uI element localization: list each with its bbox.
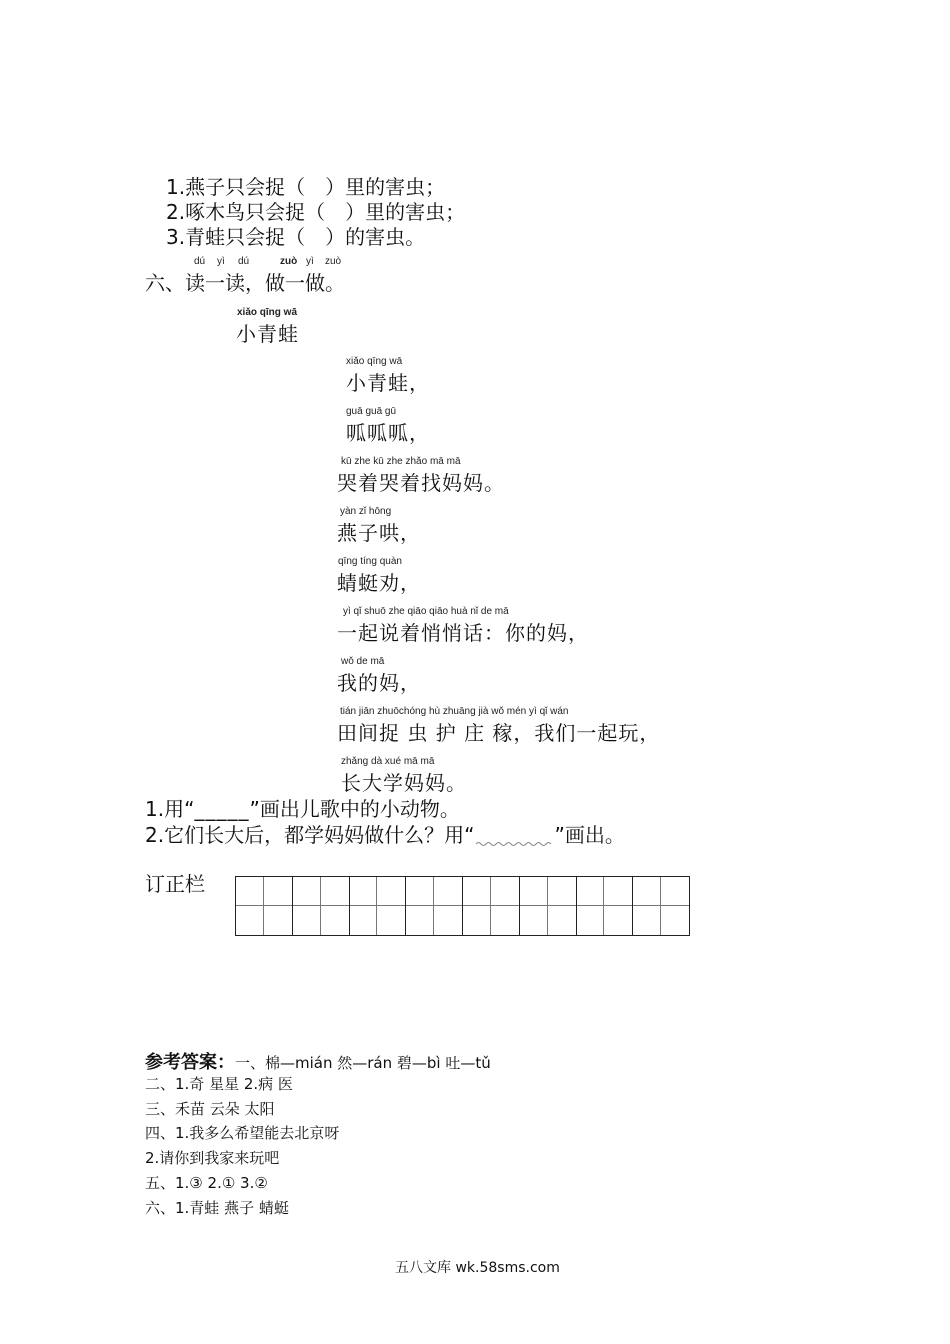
task-2 bbox=[145, 823, 625, 847]
task-1-suffix: ”画出儿歌中的小动物。 bbox=[249, 797, 460, 821]
answers-line: 六、1.青蛙 燕子 蜻蜓 bbox=[145, 1199, 289, 1217]
question-1: 1.燕子只会捉（ ）里的害虫； bbox=[166, 175, 446, 199]
task-1-prefix: 1.用“ bbox=[145, 797, 195, 821]
correction-grid[interactable] bbox=[235, 876, 690, 936]
poem-line-pinyin: yì qǐ shuō zhe qiāo qiāo huà nǐ de mā bbox=[343, 606, 509, 617]
footer-watermark: 五八文库 wk.58sms.com bbox=[395, 1260, 560, 1276]
grid-block[interactable] bbox=[293, 877, 350, 935]
poem-line: 小青蛙， bbox=[346, 371, 430, 395]
question-3: 3.青蛙只会捉（ ）的害虫。 bbox=[166, 225, 426, 249]
poem-line: 蜻蜓劝， bbox=[337, 571, 421, 595]
poem-line: 一起说着悄悄话：你的妈， bbox=[337, 621, 589, 645]
grid-block[interactable] bbox=[633, 877, 689, 935]
poem-line: 燕子哄， bbox=[337, 521, 421, 545]
poem-line: 我的妈， bbox=[337, 671, 421, 695]
poem-line: 长大学妈妈。 bbox=[341, 771, 467, 795]
task-1 bbox=[145, 797, 460, 821]
grid-block[interactable] bbox=[463, 877, 520, 935]
poem-line: 哭着哭着找妈妈。 bbox=[337, 471, 505, 495]
section6-pinyin-3: dú bbox=[238, 256, 250, 267]
grid-block[interactable] bbox=[406, 877, 463, 935]
correction-label: 订正栏 bbox=[145, 872, 205, 896]
answers-header bbox=[145, 1048, 491, 1074]
answers-line: 五、1.③ 2.① 3.② bbox=[145, 1174, 268, 1192]
poem-line: 呱呱呱， bbox=[346, 421, 430, 445]
section6-title: 六、读一读，做一做。 bbox=[145, 271, 345, 295]
task-2-suffix: ”画出。 bbox=[554, 823, 625, 847]
answers-line: 一、棉—mián 然—rán 碧—bì 吐—tǔ bbox=[235, 1054, 491, 1072]
wavy-line-mark bbox=[474, 833, 554, 847]
dashed-underline-mark: _____ bbox=[194, 797, 250, 821]
poem-line-pinyin: tián jiān zhuōchóng hù zhuāng jià wǒ mén yì qǐ wán bbox=[340, 706, 569, 717]
question-2: 2.啄木鸟只会捉（ ）里的害虫； bbox=[166, 200, 466, 224]
answers-line: 四、1.我多么希望能去北京呀 bbox=[145, 1124, 340, 1142]
poem-line-pinyin: yàn zǐ hōng bbox=[340, 506, 392, 517]
poem-title-pinyin: xiǎo qīng wā bbox=[237, 307, 298, 318]
grid-block[interactable] bbox=[577, 877, 634, 935]
section6-pinyin-5: yì bbox=[306, 256, 314, 267]
poem-line-pinyin: xiǎo qīng wā bbox=[346, 356, 403, 367]
poem-line-pinyin: guā guā gū bbox=[346, 406, 397, 417]
grid-block[interactable] bbox=[520, 877, 577, 935]
grid-block[interactable] bbox=[350, 877, 407, 935]
section6-pinyin-1: dú bbox=[194, 256, 206, 267]
poem-line-pinyin: zhǎng dà xué mā mā bbox=[341, 756, 435, 767]
poem-line-pinyin: wǒ de mā bbox=[341, 656, 385, 667]
poem-line-pinyin: qīng tíng quàn bbox=[338, 556, 402, 567]
answers-line: 2.请你到我家来玩吧 bbox=[145, 1149, 280, 1167]
section6-pinyin-2: yì bbox=[217, 256, 225, 267]
poem-line-pinyin: kū zhe kū zhe zhǎo mā mā bbox=[341, 456, 461, 467]
answers-line: 三、禾苗 云朵 太阳 bbox=[145, 1100, 275, 1118]
section6-pinyin-4: zuò bbox=[280, 256, 298, 267]
task-2-prefix: 2.它们长大后，都学妈妈做什么？用“ bbox=[145, 823, 475, 847]
answers-line: 二、1.奇 星星 2.病 医 bbox=[145, 1075, 293, 1093]
poem-line: 田间捉 虫 护 庄 稼，我们一起玩， bbox=[337, 721, 661, 745]
answers-title: 参考答案： bbox=[145, 1052, 235, 1073]
section6-pinyin-6: zuò bbox=[325, 256, 342, 267]
grid-block[interactable] bbox=[236, 877, 293, 935]
poem-title: 小青蛙 bbox=[236, 322, 299, 346]
